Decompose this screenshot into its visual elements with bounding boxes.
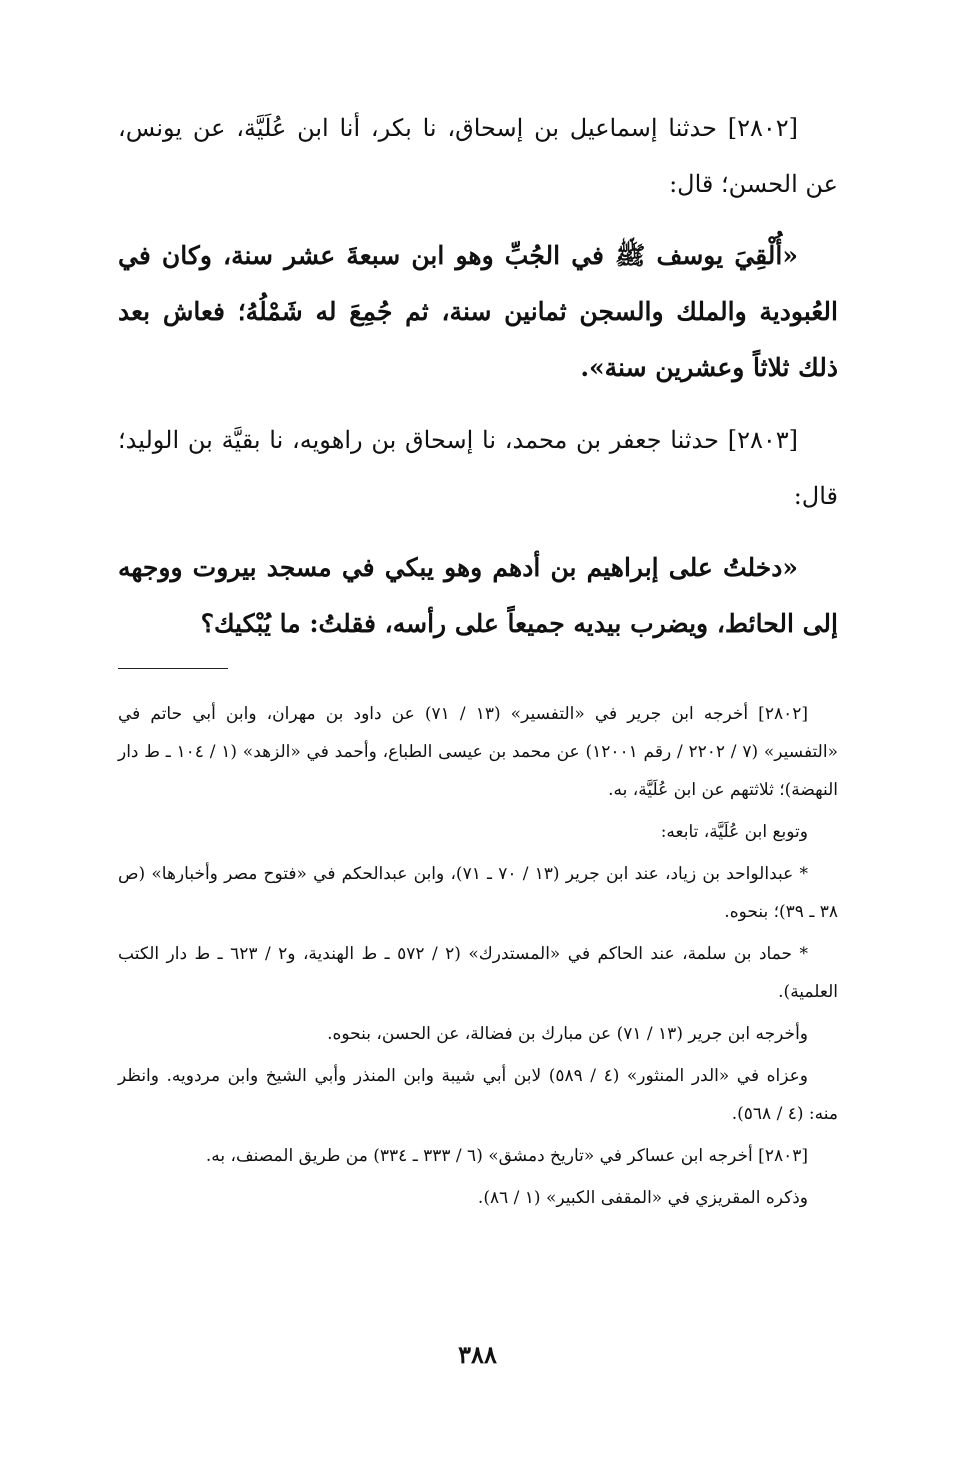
paragraph-2803: [٢٨٠٣] حدثنا جعفر بن محمد، نا إسحاق بن راهويه، نا بقيَّة بن الوليد؛ قال: [118,426,838,510]
footnote-separator [118,668,228,669]
paragraph-2802: [٢٨٠٢] حدثنا إسماعيل بن إسحاق، نا بكر، أنا ابن عُلَيَّة، عن يونس، عن الحسن؛ قال: [118,114,838,198]
footnote-separator-wrap [118,668,838,669]
footnotes [118,695,838,1217]
quote-2802: «أُلْقِيَ يوسف ﷺ في الجُبِّ وهو ابن سبعةَ عشر سنة، وكان في العُبودية والملك والسجن ثمانين سنة، ثم جُمِعَ له شَمْلُهُ؛ فعاش بعد ذلك ثلاثاً وعشرين سنة». [118,241,838,382]
footnote-line: * عبدالواحد بن زياد، عند ابن جرير (١٣ / ٧٠ ـ ٧١)، وابن عبدالحكم في «فتوح مصر وأخبارها» (ص ٣٨ ـ ٣٩)؛ بنحوه. [118,864,838,922]
footnote-line: وتوبع ابن عُلَيَّة، تابعه: [660,822,808,842]
footnote-2803: [٢٨٠٣] أخرجه ابن عساكر في «تاريخ دمشق» (٦ / ٣٣٣ ـ ٣٣٤) من طريق المصنف، به. [205,1146,808,1166]
footnote-line: وعزاه في «الدر المنثور» (٤ / ٥٨٩) لابن أبي شيبة وابن المنذر وأبي الشيخ وابن مردويه. وانظر منه: (٤ / ٥٦٨). [118,1066,838,1124]
footnote-2802: [٢٨٠٢] أخرجه ابن جرير في «التفسير» (١٣ / ٧١) عن داود بن مهران، وابن أبي حاتم في «التفسير» (٧ / ٢٢٠٢ / رقم ١٢٠٠١) عن محمد بن عيسى الطباع، وأحمد في «الزهد» (١ / ١٠٤ ـ ط دار النهضة)؛ ثلاثتهم عن ابن عُلَيَّة، به. [118,704,838,800]
quote-2803: «دخلتُ على إبراهيم بن أدهم وهو يبكي في مسجد بيروت ووجهه إلى الحائط، ويضرب بيديه جميعاً على رأسه، فقلتُ: ما يُبْكيك؟ [118,553,838,638]
page-number: ٣٨٨ [458,1340,497,1369]
footnote-line: وذكره المقريزي في «المقفى الكبير» (١ / ٨٦). [477,1188,808,1208]
page-body [118,100,838,1221]
footnote-line: * حماد بن سلمة، عند الحاكم في «المستدرك» (٢ / ٥٧٢ ـ ط الهندية، و٢ / ٦٢٣ ـ ط دار الكتب العلمية). [118,944,838,1002]
footnote-line: وأخرجه ابن جرير (١٣ / ٧١) عن مبارك بن فضالة، عن الحسن، بنحوه. [327,1024,808,1044]
